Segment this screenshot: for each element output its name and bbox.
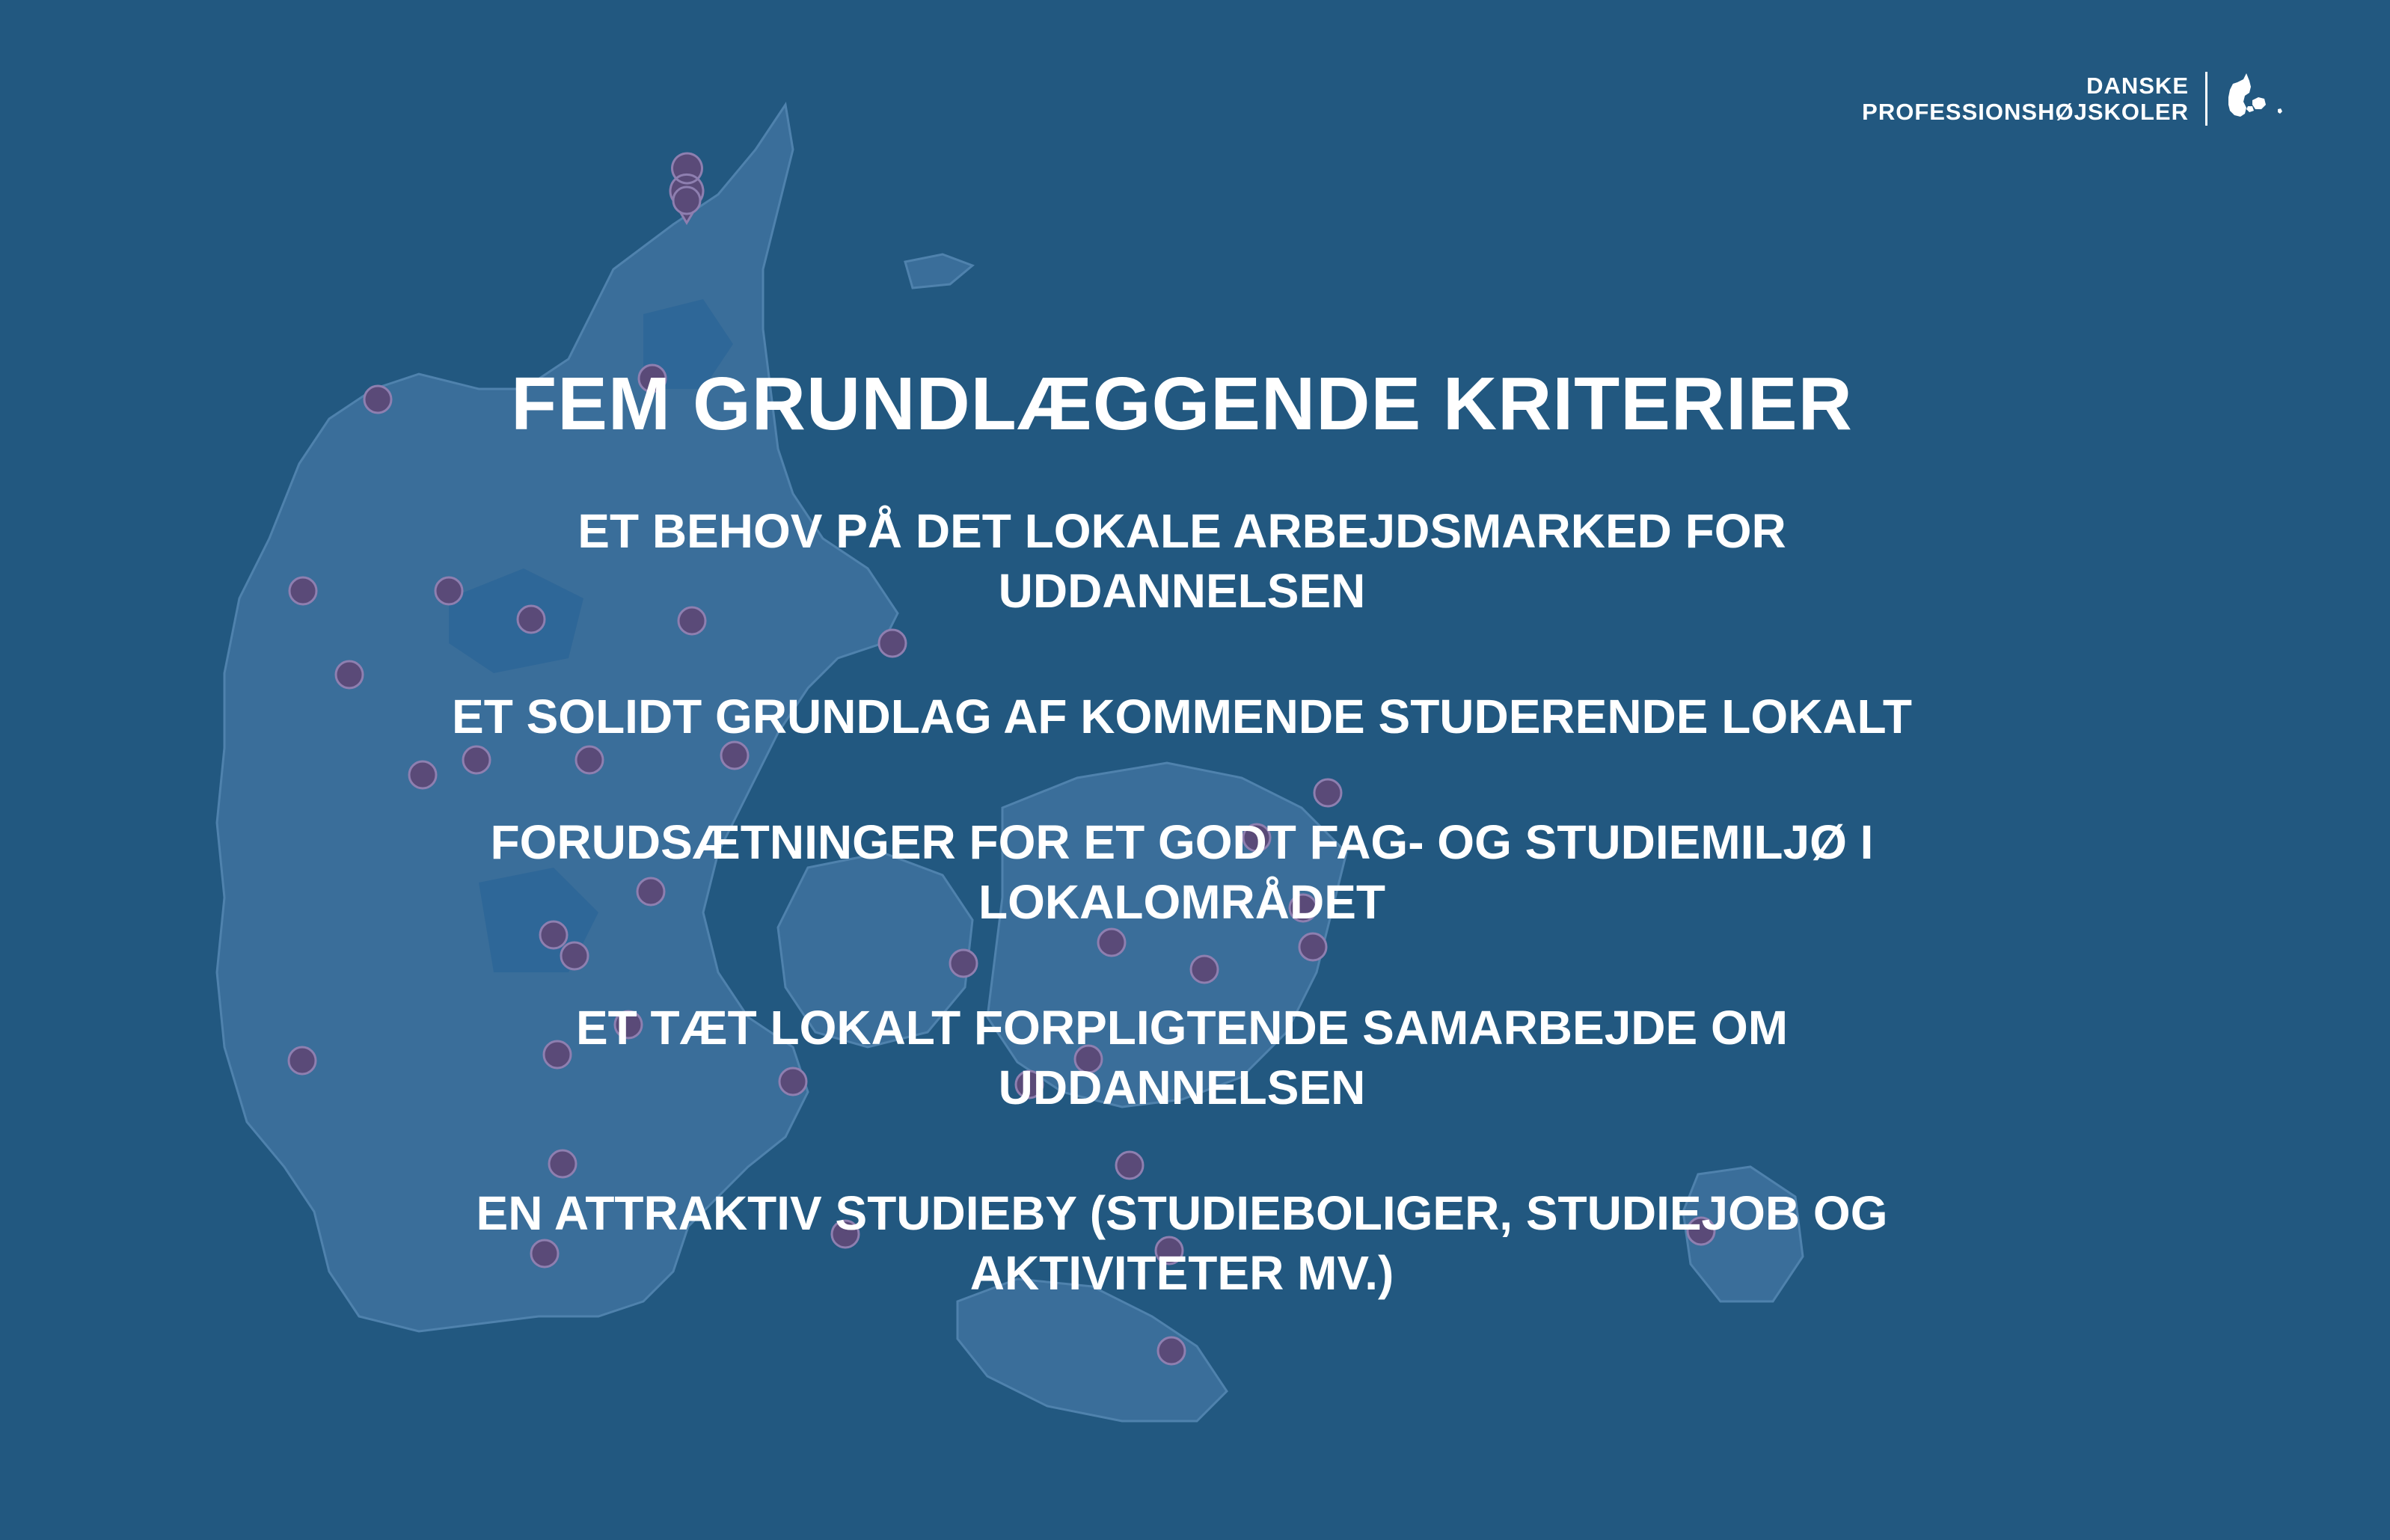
page-title: FEM GRUNDLÆGGENDE KRITERIER [511,362,1853,446]
criterion-5: EN ATTRAKTIV STUDIEBY (STUDIEBOLIGER, STUDIEJOB OG AKTIVITETER MV.) [476,1186,1888,1300]
laeso-region [905,254,972,288]
logo-divider [2205,72,2207,126]
logo-line-1: DANSKE [2086,73,2189,99]
logo-line-2: PROFESSIONSHØJSKOLER [1862,99,2189,125]
criterion-3: FORUDSÆTNINGER FOR ET GODT FAG- OG STUDIEMILJØ I LOKALOMRÅDET [490,815,1874,929]
criteria-list [224,501,2139,1303]
logo [1862,72,2285,126]
criterion-2: ET SOLIDT GRUNDLAG AF KOMMENDE STUDERENDE LOKALT [452,690,1912,743]
criteria-panel [224,359,2139,1369]
denmark-map-icon [2224,72,2285,126]
criterion-4: ET TÆT LOKALT FORPLIGTENDE SAMARBEJDE OM UDDANNELSEN [575,1001,1789,1114]
logo-text [1862,73,2189,125]
criterion-1: ET BEHOV PÅ DET LOKALE ARBEJDSMARKED FOR UDDANNELSEN [577,504,1786,618]
